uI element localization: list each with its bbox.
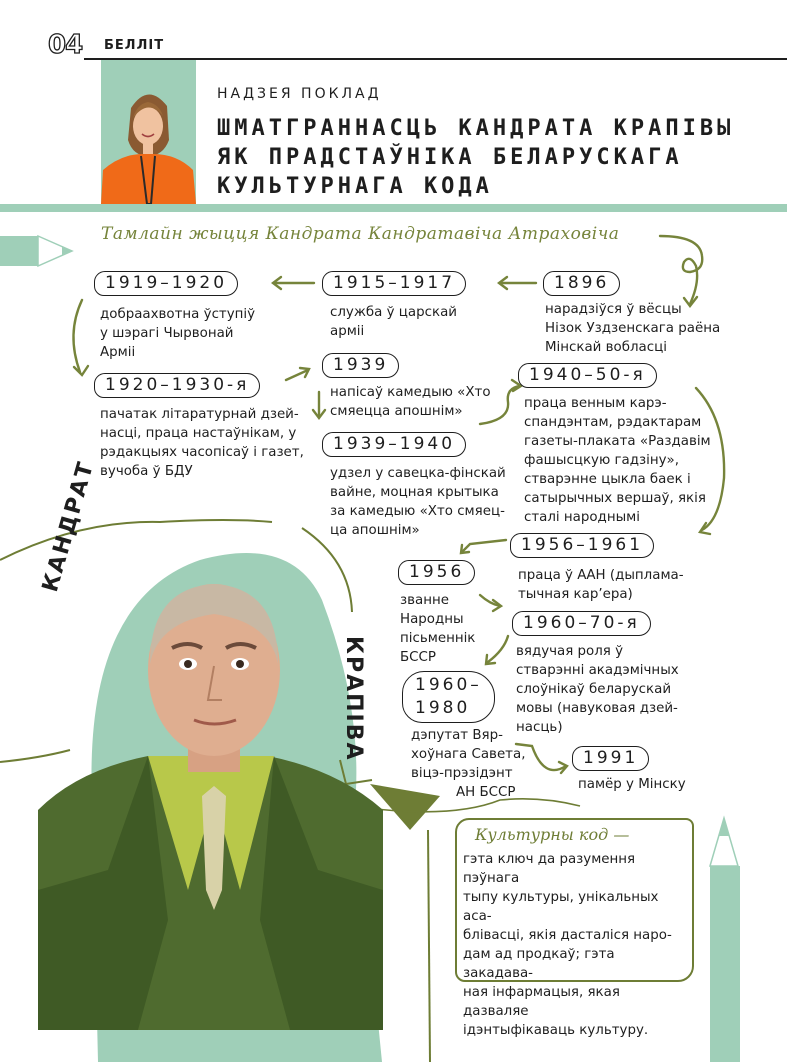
timeline-date-1920-1930: 1920–1930-я	[94, 373, 260, 398]
timeline-date-1956-1961: 1956–1961	[510, 533, 654, 558]
timeline-desc-1939-1940: удзел у савецка-фінскай вайне, моцная крытыка за камедыю «Хто смяец- ца апошнім»	[330, 466, 506, 538]
timeline-date-1939: 1939	[322, 353, 399, 378]
portrait-illustration	[38, 560, 388, 1030]
culture-code-title: Культурны код —	[475, 825, 630, 844]
section-title: БЕЛЛІТ	[104, 38, 165, 53]
timeline-date-1991: 1991	[572, 746, 649, 771]
last-name-label: КРАПІВА	[341, 636, 366, 762]
timeline-date-1960-1980: 1960– 1980	[402, 671, 495, 723]
timeline-title: Тамлайн жыцця Кандрата Кандратавіча Атраховіча	[101, 224, 620, 244]
culture-code-text: гэта ключ да разумення пэўнага тыпу культуры, унікальных аса- блівасці, якія дасталіся наро- дам ад продкаў; гэта закадава- ная інфармацыя, якая дазваляе ідэнтыфікаваць культуру.	[463, 852, 672, 1038]
timeline-date-1939-1940: 1939–1940	[322, 432, 466, 457]
timeline-desc-1939: напісаў камедыю «Хто смяецца апошнім»	[330, 385, 491, 419]
timeline-desc-1991: памёр у Мінску	[578, 777, 686, 792]
timeline-desc-1960-70: вядучая роля ў стварэнні акадэмічных слоўнікаў беларускай мовы (навуковая дзей- насць)	[516, 644, 679, 735]
timeline-desc-1920-1930: пачатак літаратурнай дзей- насці, праца настаўнікам, у рэдакцыях часопісаў і газет, вучоба ў БДУ	[100, 407, 304, 479]
timeline-date-1956: 1956	[398, 560, 475, 585]
timeline-desc-1960-1980: дэпутат Вяр- хоўнага Савета, віцэ-прэзідэнт АН БССР	[411, 728, 526, 800]
pencil-icon-right	[710, 818, 740, 1062]
timeline-date-1940-50: 1940–50-я	[518, 363, 657, 388]
timeline-desc-1896: нарадзіўся ў вёсцы Нізок Уздзенскага раёна Мінскай вобласці	[545, 302, 721, 355]
timeline-desc-1940-50: праца венным карэ- спандэнтам, рэдактарам газеты-плаката «Раздавім фашысцкую гадзіну», стварэнне цыкла баек і сатырычных вершаў, якія сталі народнымі	[524, 396, 711, 525]
timeline-date-1915-1917: 1915–1917	[322, 271, 466, 296]
page-number: 04	[48, 30, 83, 60]
timeline-desc-1956: званне Народны пісьменнік БССР	[400, 593, 476, 665]
pencil-icon-left	[0, 236, 72, 266]
author-name: НАДЗЕЯ ПОКЛАД	[217, 86, 382, 102]
first-name-label: КАНДРАТ	[38, 458, 100, 595]
timeline-desc-1956-1961: праца ў ААН (дыплама- тычная кар’ера)	[518, 568, 684, 602]
timeline-desc-1919-1920: добраахвотна ўступіў у шэрагі Чырвонай Арміі	[100, 307, 256, 360]
timeline-date-1960-70: 1960–70-я	[512, 611, 651, 636]
article-title: ШМАТГРАННАСЦЬ КАНДРАТА КРАПІВЫ ЯК ПРАДСТАЎНІКА БЕЛАРУСКАГА КУЛЬТУРНАГА КОДА	[217, 116, 735, 199]
timeline-date-1919-1920: 1919–1920	[94, 271, 238, 296]
timeline-date-1896: 1896	[543, 271, 620, 296]
timeline-desc-1915-1917: служба ў царскай арміі	[330, 305, 457, 339]
